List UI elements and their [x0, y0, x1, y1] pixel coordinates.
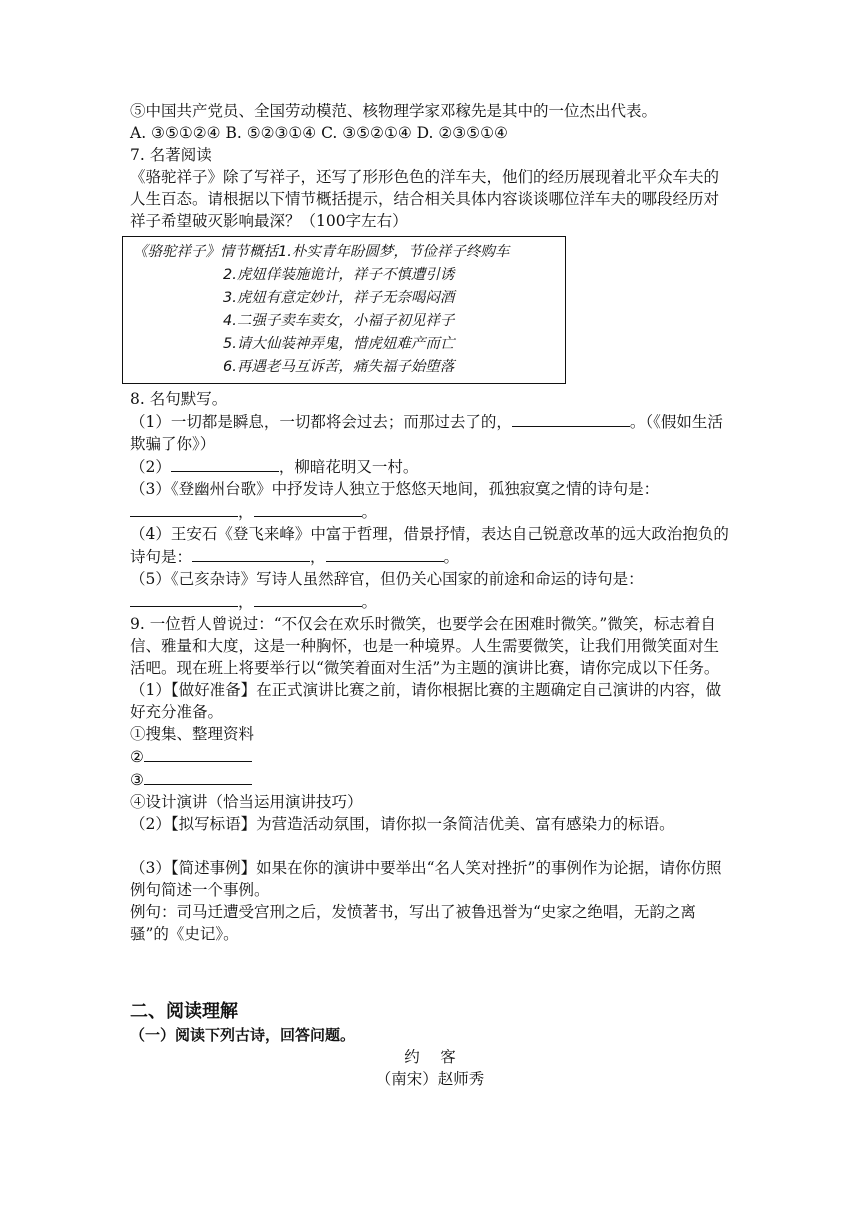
answer-blank[interactable]: [254, 590, 362, 607]
q8-sentence-2: （2） ，柳暗花明又一村。: [130, 455, 730, 478]
answer-blank[interactable]: [512, 410, 630, 427]
answer-blank[interactable]: [144, 768, 252, 785]
plot-summary-box: [122, 236, 566, 384]
answer-blank[interactable]: [254, 500, 362, 517]
plot-item: 1.朴实青年盼圆梦，节俭祥子终购车: [278, 244, 510, 260]
plot-summary-heading: 《骆驼祥子》情节概括: [133, 244, 278, 260]
q8-sentence-5: （5）《己亥杂诗》写诗人虽然辞官，但仍关心国家的前途和命运的诗句是：: [130, 570, 644, 588]
q9-intro: 9. 一位哲人曾说过：“不仅会在欢乐时微笑，也要学会在困难时微笑。”微笑，标志着自信、雅量和大度，这是一种胸怀，也是一种境界。人生需要微笑，让我们用微笑面对生活吧。现在班上将要举行以“微笑着面对生活”为主题的演讲比赛，请你完成以下任务。: [130, 615, 720, 677]
q6-options: A. ③⑤①②④ B. ⑤②③①④ C. ③⑤②①④ D. ②③⑤①④: [130, 124, 508, 142]
q8-sentence-3: （3）《登幽州台歌》中抒发诗人独立于悠悠天地间，孤独寂寞之情的诗句是：: [130, 480, 660, 498]
q9-task-1: （1）【做好准备】在正式演讲比赛之前，请你根据比赛的主题确定自己演讲的内容，做好充分准备。: [130, 681, 722, 721]
answer-blank[interactable]: [192, 545, 310, 562]
poem-title: 约 客: [404, 1048, 456, 1066]
answer-blank[interactable]: [144, 745, 252, 762]
q9-step-1: ①搜集、整理资料: [130, 725, 255, 743]
answer-blank[interactable]: [171, 455, 279, 472]
q9-task-2: （2）【拟写标语】为营造活动氛围，请你拟一条简洁优美、富有感染力的标语。: [130, 815, 675, 833]
q8-sentence-1: （1）一切都是瞬息，一切都将会过去；而那过去了的， 。（《假如生活欺骗了你》）: [130, 410, 730, 455]
answer-blank[interactable]: [130, 590, 238, 607]
poem-author: （南宋）赵师秀: [375, 1070, 485, 1088]
section-2-subtitle: （一）阅读下列古诗，回答问题。: [130, 1026, 356, 1044]
plot-item: 6.再遇老马互诉苦，痛失福子始堕落: [223, 359, 455, 375]
q8-sentence-3-blanks: ， 。: [130, 500, 730, 523]
plot-item: 3.虎妞有意定妙计，祥子无奈喝闷酒: [223, 290, 455, 306]
q9-step-2: ②: [130, 745, 730, 768]
q8-sentence-4: （4）王安石《登飞来峰》中富于哲理，借景抒情，表达自己锐意改革的远大政治抱负的诗句是： ， 。: [130, 525, 729, 566]
plot-item: 5.请大仙装神弄鬼，惜虎妞难产而亡: [223, 336, 455, 352]
answer-blank[interactable]: [130, 500, 238, 517]
q9-task-3: （3）【简述事例】如果在你的演讲中要举出“名人笑对挫折”的事例作为论据，请你仿照例句简述一个事例。: [130, 859, 722, 899]
answer-blank[interactable]: [326, 545, 444, 562]
q9-step-4: ④设计演讲（恰当运用演讲技巧）: [130, 793, 363, 811]
q9-example: 例句：司马迁遭受宫刑之后，发愤著书，写出了被鲁迅誉为“史家之绝唱，无韵之离骚”的《史记》。: [130, 903, 696, 943]
plot-item: 4.二强子卖车卖女，小福子初见祥子: [223, 313, 455, 329]
exam-page: [130, 100, 730, 1090]
section-2-title: 二、阅读理解: [130, 1001, 238, 1022]
answer-space: [130, 835, 730, 857]
q7-title: 7. 名著阅读: [130, 146, 212, 164]
plot-summary-row: [133, 241, 559, 264]
plot-item: 2.虎妞佯装施诡计，祥子不慎遭引诱: [223, 267, 455, 283]
q6-item-5: ⑤中国共产党员、全国劳动模范、核物理学家邓稼先是其中的一位杰出代表。: [130, 102, 658, 120]
q8-sentence-5-blanks: ， 。: [130, 590, 730, 613]
q7-prompt: 《骆驼祥子》除了写祥子，还写了形形色色的洋车夫，他们的经历展现着北平众车夫的人生百态。请根据以下情节概括提示，结合相关具体内容谈谈哪位洋车夫的哪段经历对祥子希望破灭影响最深？（100字左右）: [130, 168, 720, 230]
q9-step-3: ③: [130, 768, 730, 791]
q8-title: 8. 名句默写。: [130, 390, 228, 408]
